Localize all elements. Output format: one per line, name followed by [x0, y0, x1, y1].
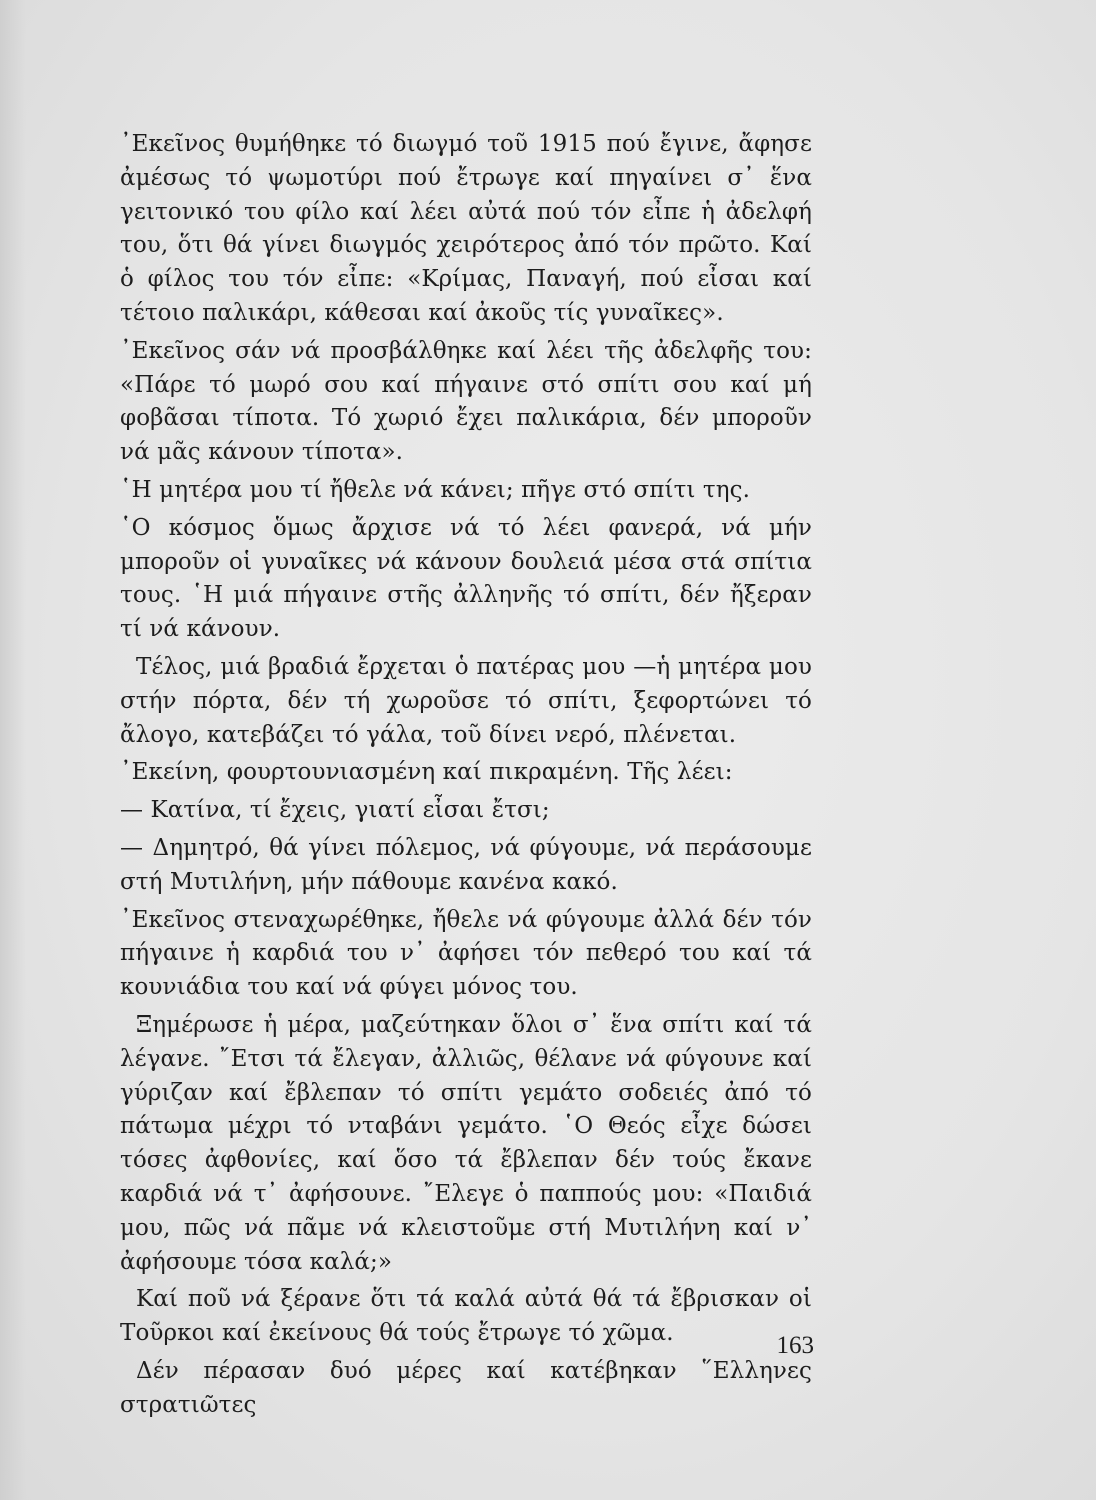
paragraph-8: — Δημητρό, θά γίνει πόλεμος, νά φύγουμε, νά περάσουμε στή Μυτιλήνη, μήν πάθουμε κανένα κακό. — [120, 834, 812, 895]
paragraph-11: Καί ποῦ νά ξέρανε ὅτι τά καλά αὐτά θά τά ἔβρισκαν οἱ Τοῦρκοι καί ἐκείνους θά τούς ἔτρωγε τό χῶμα. — [120, 1286, 812, 1347]
paragraph-10: Ξημέρωσε ἡ μέρα, μαζεύτηκαν ὅλοι σ᾿ ἕνα σπίτι καί τά λέγανε. ῎Ετσι τά ἔλεγαν, ἀλλιῶς, θέλανε νά φύγουνε καί γύριζαν καί ἔβλεπαν τό σπίτι γεμάτο σοδειές ἀπό τό πάτωμα μέχρι τό νταβάνι γεμάτο. ῾Ο Θεός εἶχε δώσει τόσες ἀφθονίες, καί ὅσο τά ἔβλεπαν δέν τούς ἔκανε καρδιά νά τ᾿ ἀφήσουνε. ῎Ελεγε ὁ παππούς μου: «Παιδιά μου, πῶς νά πᾶμε νά κλειστοῦμε στή Μυτιλήνη καί ν᾿ ἀφήσουμε τόσα καλά;» — [120, 1011, 812, 1275]
paragraph-3: ῾Η μητέρα μου τί ἤθελε νά κάνει; πῆγε στό σπίτι της. — [120, 476, 751, 503]
page-number: 163 — [776, 1332, 814, 1359]
paragraph-12: Δέν πέρασαν δυό μέρες καί κατέβηκαν ῞Ελληνες στρατιῶτες — [120, 1357, 812, 1418]
spine-shadow — [0, 0, 26, 1500]
paragraph-1: ᾿Εκεῖνος θυμήθηκε τό διωγμό τοῦ 1915 πού ἔγινε, ἄφησε ἀμέσως τό ψωμοτύρι πού ἔτρωγε καί πηγαίνει σ᾿ ἕνα γειτονικό του φίλο καί λέει αὐτά πού τόν εἶπε ἡ ἀδελφή του, ὅτι θά γίνει διωγμός χειρότερος ἀπό τόν πρῶτο. Καί ὁ φίλος του τόν εἶπε: «Κρίμας, Παναγή, πού εἶσαι καί τέτοιο παλικάρι, κάθεσαι καί ἀκοῦς τίς γυναῖκες». — [120, 131, 812, 326]
paragraph-9: ᾿Εκεῖνος στεναχωρέθηκε, ἤθελε νά φύγουμε ἀλλά δέν τόν πήγαινε ἡ καρδιά του ν᾿ ἀφήσει τόν πεθερό του καί τά κουνιάδια του καί νά φύγει μόνος του. — [120, 906, 812, 1001]
paragraph-5: Τέλος, μιά βραδιά ἔρχεται ὁ πατέρας μου —ἡ μητέρα μου στήν πόρτα, δέν τή χωροῦσε τό σπίτι, ξεφορτώνει τό ἄλογο, κατεβάζει τό γάλα, τοῦ δίνει νερό, πλένεται. — [120, 653, 812, 748]
paragraph-7: — Κατίνα, τί ἔχεις, γιατί εἶσαι ἔτσι; — [120, 797, 550, 824]
body-text — [120, 128, 812, 1426]
paragraph-4: ῾Ο κόσμος ὅμως ἄρχισε νά τό λέει φανερά, νά μήν μποροῦν οἱ γυναῖκες νά κάνουν δουλειά μέσα στά σπίτια τους. ῾Η μιά πήγαινε στῆς ἀλληνῆς τό σπίτι, δέν ἤξεραν τί νά κάνουν. — [120, 514, 812, 643]
paragraph-6: ᾿Εκείνη, φουρτουνιασμένη καί πικραμένη. Τῆς λέει: — [120, 759, 733, 786]
paragraph-2: ᾿Εκεῖνος σάν νά προσβάλθηκε καί λέει τῆς ἀδελφῆς του: «Πάρε τό μωρό σου καί πήγαινε στό σπίτι σου καί μή φοβᾶσαι τίποτα. Τό χωριό ἔχει παλικάρια, δέν μποροῦν νά μᾶς κάνουν τίποτα». — [120, 337, 812, 466]
